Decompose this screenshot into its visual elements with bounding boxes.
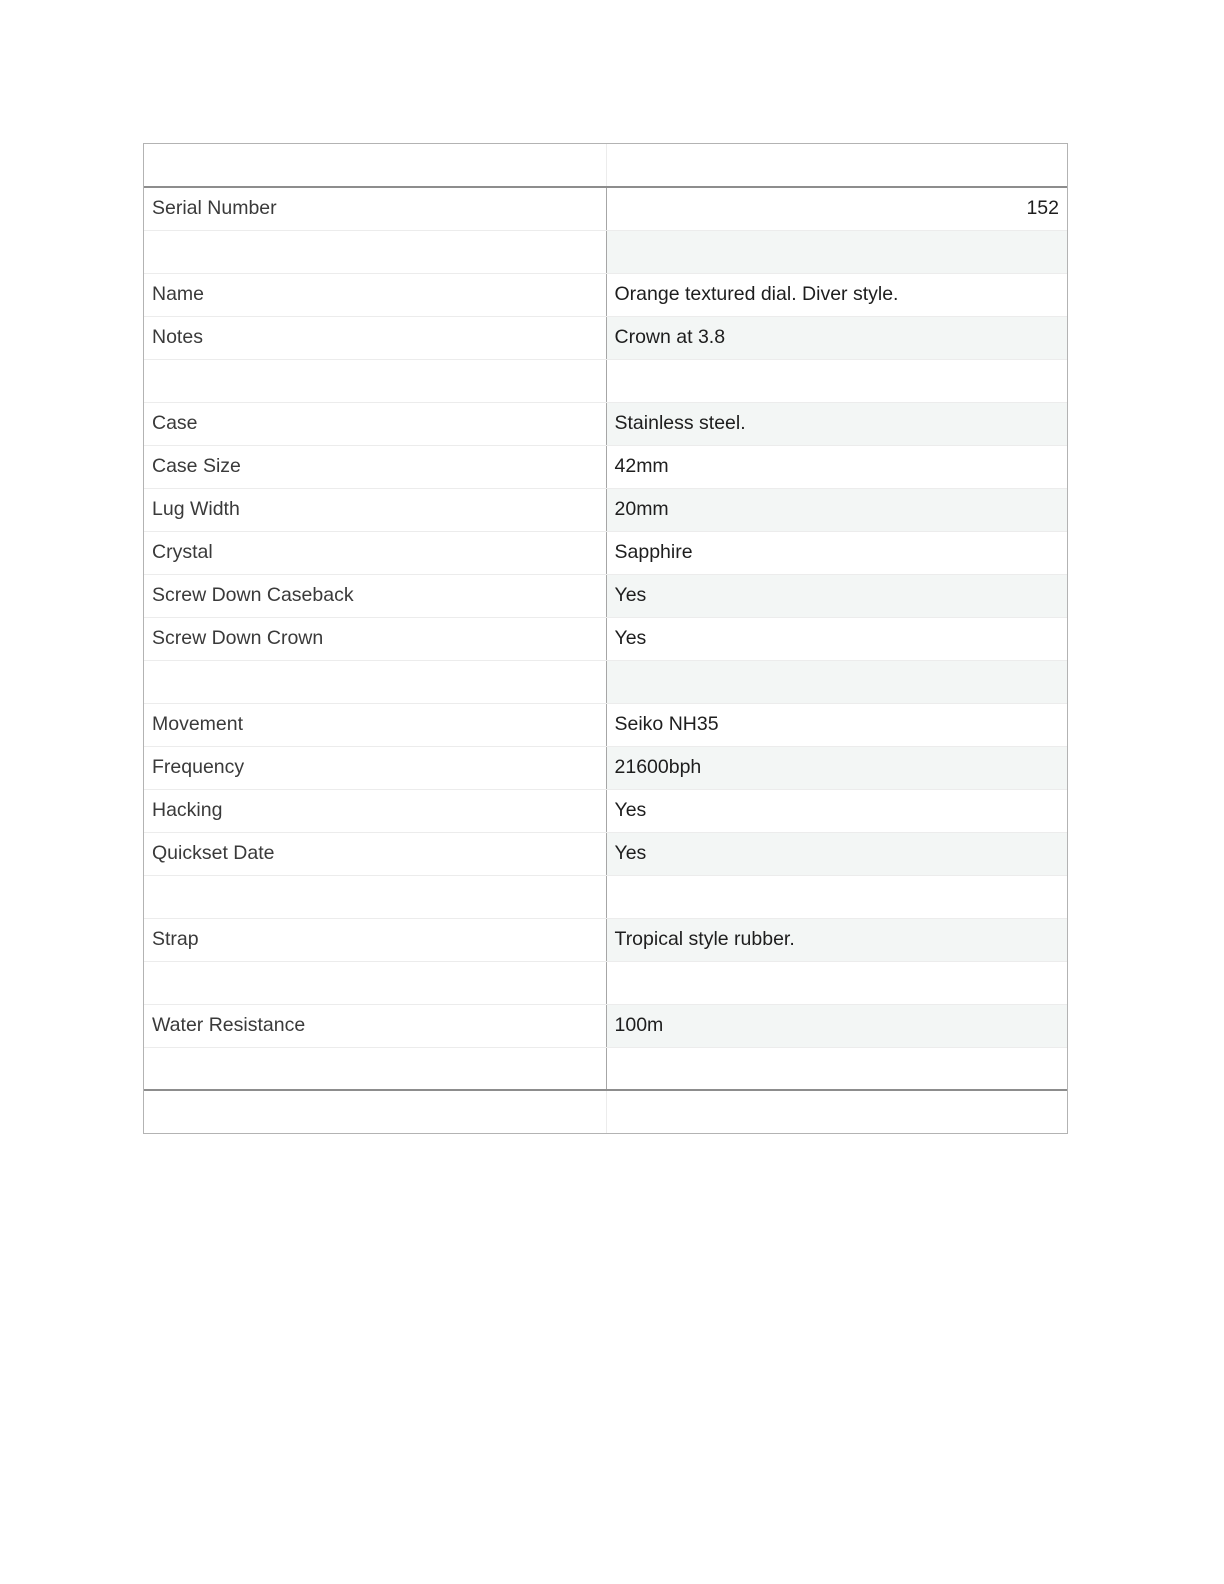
spec-label (144, 961, 606, 1004)
spec-label: Hacking (144, 789, 606, 832)
table-row (144, 187, 1067, 230)
table-row (144, 832, 1067, 875)
spec-label: Water Resistance (144, 1004, 606, 1047)
table-row (144, 230, 1067, 273)
spec-label: Case (144, 402, 606, 445)
spec-label: Lug Width (144, 488, 606, 531)
spec-label (144, 1047, 606, 1090)
footer-cell-value (606, 1090, 1067, 1133)
spec-value: Tropical style rubber. (606, 918, 1067, 961)
table-row (144, 574, 1067, 617)
spec-value: 21600bph (606, 746, 1067, 789)
spec-label: Screw Down Caseback (144, 574, 606, 617)
table-row (144, 316, 1067, 359)
spec-label (144, 230, 606, 273)
table-row (144, 359, 1067, 402)
spec-value (606, 359, 1067, 402)
spec-value (606, 660, 1067, 703)
spec-label: Quickset Date (144, 832, 606, 875)
table-row (144, 746, 1067, 789)
spec-value: Sapphire (606, 531, 1067, 574)
spec-label: Screw Down Crown (144, 617, 606, 660)
table-row (144, 617, 1067, 660)
spec-value (606, 961, 1067, 1004)
spec-label (144, 359, 606, 402)
table-row (144, 488, 1067, 531)
watch-spec-sheet (143, 143, 1068, 1134)
table-row (144, 445, 1067, 488)
table-row (144, 1047, 1067, 1090)
table-row (144, 918, 1067, 961)
table-row (144, 703, 1067, 746)
spec-value: Crown at 3.8 (606, 316, 1067, 359)
footer-cell-label (144, 1090, 606, 1133)
table-row (144, 402, 1067, 445)
table-row (144, 875, 1067, 918)
spec-label: Frequency (144, 746, 606, 789)
spec-value: Yes (606, 789, 1067, 832)
spec-label (144, 660, 606, 703)
spec-value: 20mm (606, 488, 1067, 531)
spec-value: 42mm (606, 445, 1067, 488)
table-row (144, 1004, 1067, 1047)
spec-value: 100m (606, 1004, 1067, 1047)
spec-value: Yes (606, 617, 1067, 660)
footer-row (144, 1090, 1067, 1133)
spec-label: Strap (144, 918, 606, 961)
spec-value: Yes (606, 574, 1067, 617)
table-row (144, 531, 1067, 574)
header-cell-value (606, 144, 1067, 187)
table-row (144, 273, 1067, 316)
spec-table (144, 144, 1067, 1133)
spec-value: Stainless steel. (606, 402, 1067, 445)
spec-value: Seiko NH35 (606, 703, 1067, 746)
spec-label: Serial Number (144, 187, 606, 230)
table-row (144, 789, 1067, 832)
header-row (144, 144, 1067, 187)
spec-label: Movement (144, 703, 606, 746)
table-row (144, 961, 1067, 1004)
spec-label: Crystal (144, 531, 606, 574)
spec-value: 152 (606, 187, 1067, 230)
spec-label (144, 875, 606, 918)
header-cell-label (144, 144, 606, 187)
spec-label: Name (144, 273, 606, 316)
spec-label: Notes (144, 316, 606, 359)
spec-value: Yes (606, 832, 1067, 875)
spec-value: Orange textured dial. Diver style. (606, 273, 1067, 316)
spec-value (606, 230, 1067, 273)
table-row (144, 660, 1067, 703)
spec-value (606, 875, 1067, 918)
spec-value (606, 1047, 1067, 1090)
spec-label: Case Size (144, 445, 606, 488)
